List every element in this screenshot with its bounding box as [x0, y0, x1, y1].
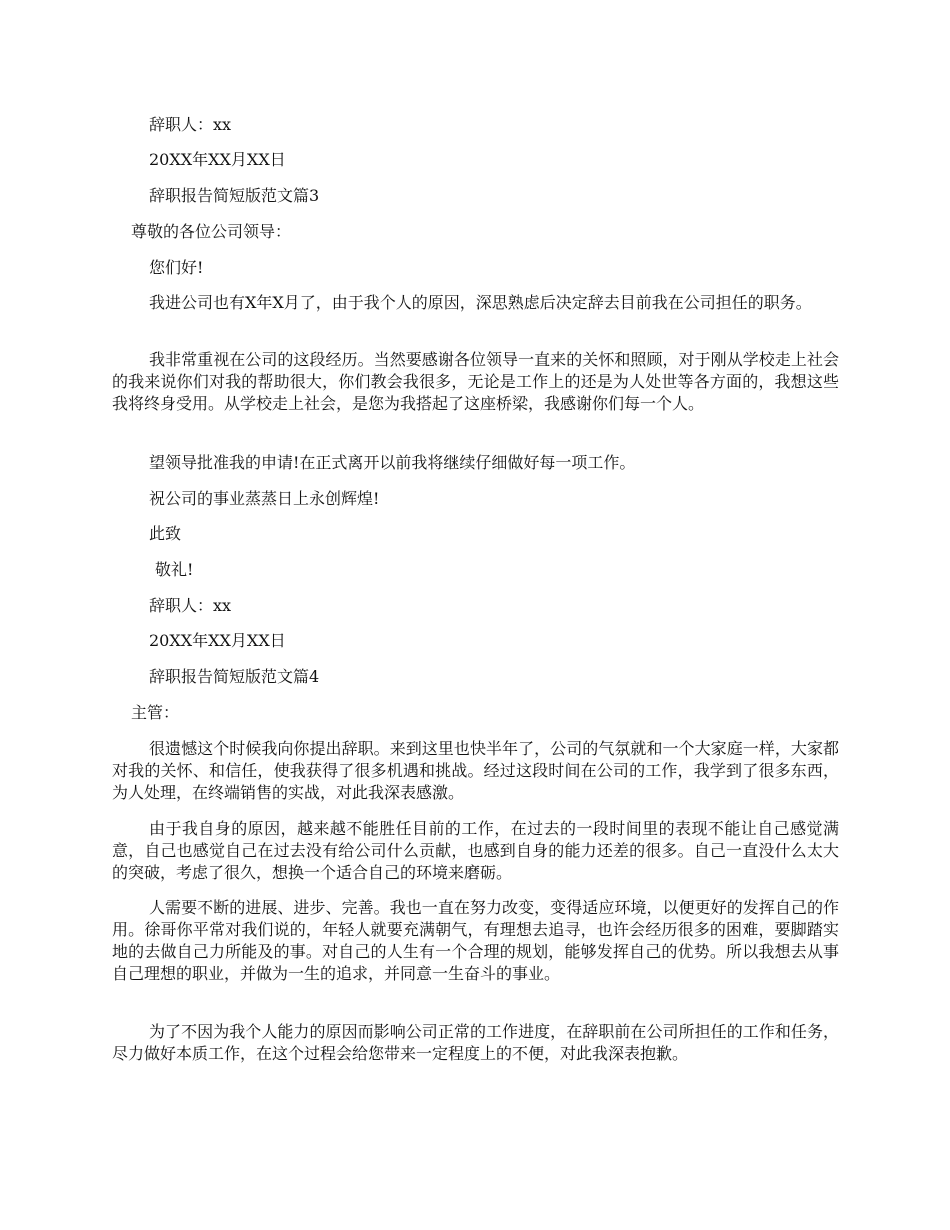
body-paragraph: 为了不因为我个人能力的原因而影响公司正常的工作进度，在辞职前在公司所担任的工作和任务，尽力做好本质工作，在这个过程会给您带来一定程度上的不便，对此我深表抱歉。: [112, 1022, 839, 1063]
body-paragraph: 望领导批准我的申请!在正式离开以前我将继续仔细做好每一项工作。: [149, 453, 636, 472]
resigner-line: 辞职人：xx: [149, 596, 232, 615]
closing-line: 此致: [149, 524, 182, 543]
body-paragraph: 很遗憾这个时候我向你提出辞职。来到这里也快半年了，公司的气氛就和一个大家庭一样，大家都对我的关怀、和信任，使我获得了很多机遇和挑战。经过这段时间在公司的工作，我学到了很多东西，为人处理，在终端销售的实战，对此我深表感激。: [112, 739, 839, 802]
body-paragraph: 人需要不断的进展、进步、完善。我也一直在努力改变，变得适应环境，以便更好的发挥自己的作用。徐哥你平常对我们说的，年轻人就要充满朝气，有理想去追寻，也许会经历很多的困难，要脚踏实地的去做自己力所能及的事。对自己的人生有一个合理的规划，能够发挥自己的优势。所以我想去从事自己理想的职业，并做为一生的追求，并同意一生奋斗的事业。: [112, 898, 839, 983]
body-paragraph: 我进公司也有X年X月了，由于我个人的原因，深思熟虑后决定辞去目前我在公司担任的职务。: [149, 293, 812, 312]
salutation: 主管：: [131, 703, 180, 722]
body-paragraph: 由于我自身的原因，越来越不能胜任目前的工作，在过去的一段时间里的表现不能让自己感觉满意，自己也感觉自己在过去没有给公司什么贡献，也感到自身的能力还差的很多。自己一直没什么太大的突破，考虑了很久，想换一个适合自己的环境来磨砺。: [112, 819, 839, 882]
salutation: 尊敬的各位公司领导：: [131, 222, 292, 241]
section-heading: 辞职报告简短版范文篇4: [149, 667, 320, 686]
date-line: 20XX年XX月XX日: [149, 631, 286, 650]
date-line: 20XX年XX月XX日: [149, 150, 286, 169]
body-paragraph: 我非常重视在公司的这段经历。当然要感谢各位领导一直来的关怀和照顾，对于刚从学校走上社会的我来说你们对我的帮助很大，你们教会我很多，无论是工作上的还是为人处世等各方面的，我想这些我将终身受用。从学校走上社会，是您为我搭起了这座桥梁，我感谢你们每一个人。: [112, 350, 839, 413]
greeting: 您们好!: [149, 258, 204, 277]
salute-line: 敬礼!: [155, 560, 194, 579]
resigner-line: 辞职人：xx: [149, 115, 232, 134]
section-heading: 辞职报告简短版范文篇3: [149, 186, 320, 205]
body-paragraph: 祝公司的事业蒸蒸日上永创辉煌!: [149, 489, 380, 508]
